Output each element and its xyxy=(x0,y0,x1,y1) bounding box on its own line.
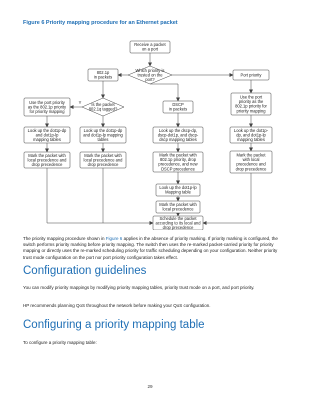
flow-node-text: 802.1p priority for xyxy=(235,103,267,109)
flow-node-text: port? xyxy=(145,77,155,82)
paragraph-procedure xyxy=(23,236,279,261)
flow-node-text: 802.1p xyxy=(96,70,110,76)
flow-node-use-port-noreq xyxy=(231,93,271,115)
page-number: 29 xyxy=(147,384,153,389)
flow-node-text: in packets xyxy=(168,106,188,112)
flow-node-text: Use the port priority xyxy=(29,99,65,105)
flow-node-lookup-port xyxy=(230,127,272,143)
flow-node-text: drop precedence xyxy=(87,162,119,167)
flow-node-text: Which priority is xyxy=(135,67,165,73)
flow-node-text: mapping tables xyxy=(237,137,265,142)
flow-node-text: precedence and xyxy=(236,161,266,167)
flow-node-text: Look up the dscp-dp, xyxy=(158,127,198,133)
flow-node-mark-port xyxy=(230,151,272,173)
flow-node-text: local precedence and xyxy=(83,157,123,163)
flow-node-p8021-in xyxy=(88,69,118,81)
section-heading-configuring-table: Configuring a priority mapping table xyxy=(23,319,205,331)
flow-node-mark-1a xyxy=(24,152,70,168)
flow-node-text: Mark the packet with xyxy=(159,152,197,158)
flow-node-text: precedence, and new xyxy=(158,161,198,167)
decision-yes-label: Y xyxy=(78,100,82,105)
flow-node-lookup-1b xyxy=(80,127,126,143)
flow-node-text: mapping tables xyxy=(33,137,61,142)
flow-node-mark-1b xyxy=(80,152,126,168)
flow-connector xyxy=(203,173,251,223)
flow-node-mark-local xyxy=(156,201,200,213)
flow-node-text: dscp mapping tables xyxy=(159,137,197,142)
flow-node-text: trusted on the xyxy=(137,72,163,78)
flow-node-text: 802.1q tagged? xyxy=(88,106,118,112)
flow-node-text: Port priority xyxy=(240,72,262,78)
flow-node-use-port-8021p xyxy=(24,98,70,116)
flow-node-text: dscp-dot1p, and dscp- xyxy=(157,132,199,138)
flow-node-text: and dot1p-lp xyxy=(35,132,59,138)
flow-node-text: according to its local and xyxy=(155,220,201,226)
flow-node-text: tables xyxy=(97,137,109,142)
flow-node-text: dp, and dot1p-lp xyxy=(236,132,266,138)
flow-node-text: and dot1p-lp mapping xyxy=(83,132,123,138)
flow-node-which-trusted xyxy=(128,66,172,84)
flow-node-text: Mark the packet with xyxy=(84,152,122,158)
flow-node-text: Schedule the packet xyxy=(159,215,197,221)
flow-node-mark-dscp xyxy=(153,152,203,172)
flow-node-text: Look up the dot1p-lp xyxy=(159,185,197,191)
flow-node-text: priority as the xyxy=(238,99,264,105)
flow-node-text: Look up the dot1p-dp xyxy=(83,127,123,133)
flow-node-text: DSCP xyxy=(172,102,184,108)
flow-node-text: as the 802.1p priority xyxy=(27,104,67,110)
flow-connector xyxy=(150,84,178,101)
flow-node-text: Look up the dot1p- xyxy=(233,127,269,133)
priority-mapping-flowchart xyxy=(0,28,300,230)
flow-node-text: Mark the packet xyxy=(236,152,266,158)
flow-node-text: with local xyxy=(242,157,260,163)
flow-node-text: on a port xyxy=(141,46,159,52)
flow-node-text: drop precedence xyxy=(235,166,267,172)
flow-node-text: local precedence and xyxy=(27,157,67,163)
flow-node-lookup-1a xyxy=(24,127,70,143)
flow-node-schedule xyxy=(153,216,203,230)
flow-node-text: local precedence xyxy=(162,206,194,212)
paragraph-configure-table: To configure a priority mapping table: xyxy=(23,340,97,345)
flow-node-lookup-dscp xyxy=(153,127,203,143)
flow-node-text: drop precedence xyxy=(31,162,63,167)
flow-node-text: Receive a packet xyxy=(134,42,166,48)
paragraph-text: The priority mapping procedure shown in xyxy=(23,236,106,241)
flow-node-dscp-in xyxy=(163,101,193,113)
flow-node-text: Is the packet xyxy=(91,102,115,108)
flow-node-text: DSCP precedence xyxy=(161,166,195,172)
flow-connector xyxy=(47,168,153,223)
section-heading-configuration-guidelines: Configuration guidelines xyxy=(23,265,147,277)
paragraph-modify-mappings: You can modify priority mappings by modifying priority mapping tables, priority trust mode on a port, and port priority. xyxy=(23,285,255,290)
flow-node-text: priority mapping xyxy=(236,108,266,114)
flow-node-text: Look up the dot1p-dp xyxy=(27,127,67,133)
figure-caption: Figure 6 Priority mapping procedure for an Ethernet packet xyxy=(23,20,178,26)
flow-node-receive xyxy=(130,41,170,53)
flow-node-text: Mark the packet with xyxy=(28,152,66,158)
flow-node-text: 802.1p priority, drop xyxy=(159,157,197,163)
flow-node-tagged-q xyxy=(82,98,124,116)
flow-node-port-priority xyxy=(233,70,269,80)
flow-node-text: Mark the packet with xyxy=(159,202,197,208)
paragraph-plan-qos: HP recommends planning QoS throughout the network before making your QoS configuration. xyxy=(23,303,211,308)
paragraph-text: applies in the absence of priority marking. If priority marking is configured, the switch performs priority marking before priority mapping. The switch then uses the re-marked packet-carried priority for priority mapping or directly uses the re-marked scheduling priority for traffic scheduling depending on your configuration. Neither priority trust mode configuration on the port nor port priority configuration takes effect. xyxy=(23,236,278,260)
flow-node-lookup-lp xyxy=(156,184,200,196)
flow-node-text: for priority mapping xyxy=(29,109,65,114)
flow-node-text: drop precedence xyxy=(162,225,194,230)
flow-node-text: in packets xyxy=(93,74,113,80)
figure-6-link[interactable]: Figure 6 xyxy=(105,236,123,241)
flow-node-text: Mapping table xyxy=(165,189,191,195)
flow-node-text: Use the port xyxy=(239,94,263,100)
